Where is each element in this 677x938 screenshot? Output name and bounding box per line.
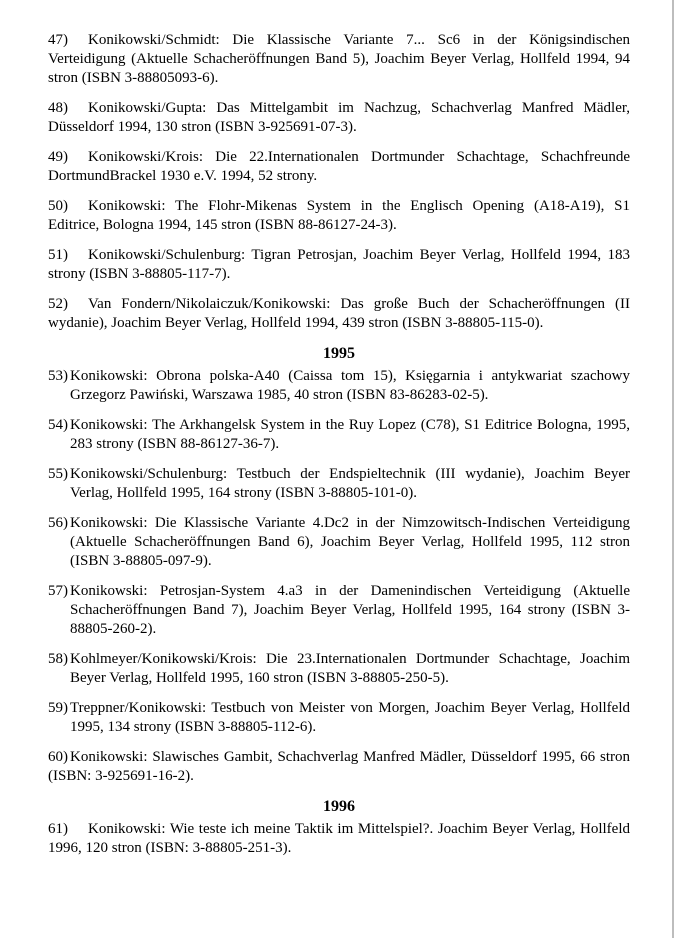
entry-text: Kohlmeyer/Konikowski/Krois: Die 23.Internationalen Dortmunder Schachtage, Joachim Beyer Verlag, Hollfeld 1995, 160 stron (ISBN 3-88805-250-5).: [70, 651, 630, 686]
bibliography-entry: [48, 582, 630, 639]
entry-text: Konikowski/Krois: Die 22.Internationalen Dortmunder Schachtage, Schachfreunde DortmundBrackel 1930 e.V. 1994, 52 strony.: [48, 149, 630, 184]
bibliography-entry: [48, 31, 630, 88]
entry-number: 50): [48, 198, 68, 214]
bibliography-entry: [48, 197, 630, 235]
entry-text: Konikowski: Obrona polska-A40 (Caissa tom 15), Księgarnia i antykwariat szachowy Grzegorz Pawiński, Warszawa 1985, 40 stron (ISBN 83-86283-02-5).: [70, 368, 630, 403]
entry-number: 53): [48, 368, 68, 384]
entry-text: Konikowski/Schulenburg: Testbuch der Endspieltechnik (III wydanie), Joachim Beyer Verlag, Hollfeld 1995, 164 strony (ISBN 3-88805-101-0).: [70, 466, 630, 501]
bibliography-entry: [48, 99, 630, 137]
bibliography-entry: [48, 416, 630, 454]
entry-number: 55): [48, 466, 68, 482]
bibliography-entry: [48, 514, 630, 571]
entry-text: Konikowski: Die Klassische Variante 4.Dc2 in der Nimzowitsch-Indischen Verteidigung (Aktuelle Schacheröffnungen Band 6), Joachim Beyer Verlag, Hollfeld 1995, 112 stron (ISBN 3-88805-097-9).: [70, 515, 630, 569]
bibliography-entry: [48, 295, 630, 333]
entry-number: 57): [48, 583, 68, 599]
bibliography-entry: [48, 650, 630, 688]
entry-number: 56): [48, 515, 68, 531]
entry-text: Konikowski: The Flohr-Mikenas System in the Englisch Opening (A18-A19), S1 Editrice, Bologna 1994, 145 stron (ISBN 88-86127-24-3).: [48, 198, 630, 233]
bibliography-entry: [48, 148, 630, 186]
entry-number: 52): [48, 296, 68, 312]
bibliography-entry: [48, 820, 630, 858]
page-edge-line: [672, 0, 674, 938]
bibliography-entry: [48, 246, 630, 284]
bibliography-list: [48, 31, 630, 869]
entry-number: 54): [48, 417, 68, 433]
entry-text: Konikowski: The Arkhangelsk System in the Ruy Lopez (C78), S1 Editrice Bologna, 1995, 283 strony (ISBN 88-86127-36-7).: [70, 417, 630, 452]
entry-number: 47): [48, 32, 68, 48]
entry-text: Konikowski: Wie teste ich meine Taktik im Mittelspiel?. Joachim Beyer Verlag, Hollfeld 1996, 120 stron (ISBN: 3-88805-251-3).: [48, 821, 630, 856]
entry-number: 58): [48, 651, 68, 667]
entry-number: 60): [48, 749, 68, 765]
entry-text: Konikowski/Schulenburg: Tigran Petrosjan, Joachim Beyer Verlag, Hollfeld 1994, 183 strony (ISBN 3-88805-117-7).: [48, 247, 630, 282]
entry-number: 61): [48, 821, 68, 837]
entry-text: Konikowski/Gupta: Das Mittelgambit im Nachzug, Schachverlag Manfred Mädler, Düsseldorf 1994, 130 stron (ISBN 3-925691-07-3).: [48, 100, 630, 135]
year-heading: 1995: [323, 345, 355, 362]
entry-text: Konikowski: Petrosjan-System 4.a3 in der Damenindischen Verteidigung (Aktuelle Schacheröffnungen Band 7), Joachim Beyer Verlag, Hollfeld 1995, 164 strony (ISBN 3-88805-260-2).: [70, 583, 630, 637]
bibliography-entry: [48, 699, 630, 737]
entry-text: Konikowski: Slawisches Gambit, Schachverlag Manfred Mädler, Düsseldorf 1995, 66 stron (ISBN: 3-925691-16-2).: [48, 749, 630, 784]
entry-text: Van Fondern/Nikolaiczuk/Konikowski: Das große Buch der Schacheröffnungen (II wydanie), Joachim Beyer Verlag, Hollfeld 1994, 439 stron (ISBN 3-88805-115-0).: [48, 296, 630, 331]
entry-number: 49): [48, 149, 68, 165]
entry-text: Treppner/Konikowski: Testbuch von Meister von Morgen, Joachim Beyer Verlag, Hollfeld 1995, 134 strony (ISBN 3-88805-112-6).: [70, 700, 630, 735]
bibliography-entry: [48, 465, 630, 503]
entry-number: 48): [48, 100, 68, 116]
entry-number: 59): [48, 700, 68, 716]
bibliography-entry: [48, 748, 630, 786]
bibliography-entry: [48, 367, 630, 405]
year-heading: 1996: [323, 798, 355, 815]
entry-number: 51): [48, 247, 68, 263]
entry-text: Konikowski/Schmidt: Die Klassische Variante 7... Sc6 in der Königsindischen Verteidigung (Aktuelle Schacheröffnungen Band 5), Joachim Beyer Verlag, Hollfeld 1994, 94 stron (ISBN 3-88805093-6).: [48, 32, 630, 86]
